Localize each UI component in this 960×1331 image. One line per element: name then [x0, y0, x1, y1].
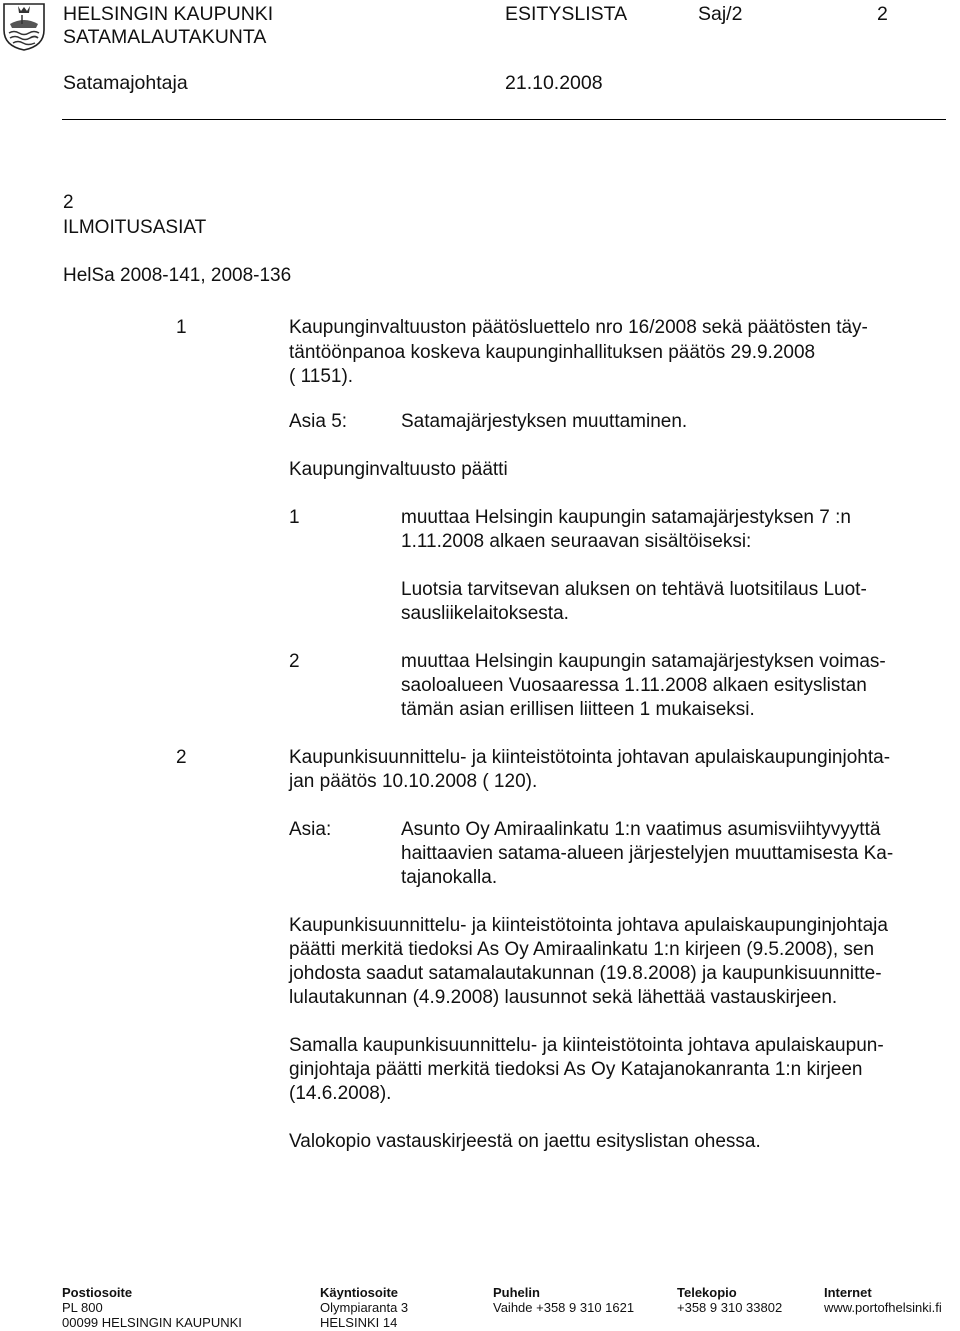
section2-closing-line: Valokopio vastauskirjeestä on jaettu esityslistan ohessa.: [289, 1131, 761, 1152]
section1-line: Kaupunginvaltuuston päätösluettelo nro 16/2008 sekä päätösten täy-: [289, 317, 868, 338]
footer-phone: Vaihde +358 9 310 1621: [493, 1300, 635, 1315]
header-author: Satamajohtaja: [63, 72, 188, 94]
header-page-number: 2: [877, 3, 888, 25]
section1-number: 1: [176, 317, 187, 338]
section2-paragraph-line: Samalla kaupunkisuunnittelu- ja kiinteistötointa johtava apulaiskaupun-: [289, 1035, 884, 1056]
section1-decided: Kaupunginvaltuusto päätti: [289, 459, 508, 480]
header-org-line2: SATAMALAUTAKUNTA: [63, 26, 267, 48]
section2-paragraph-line: johdosta saadut satamalautakunnan (19.8.2008) ja kaupunkisuunnitte-: [289, 963, 882, 984]
footer-postal-label: Postiosoite: [62, 1285, 133, 1300]
sub-item-line: tämän asian erillisen liitteen 1 mukaiseksi.: [401, 699, 755, 720]
footer-web-label: Internet: [824, 1285, 872, 1300]
section2-paragraph-line: ginjohtaja päätti merkitä tiedoksi As Oy Katajanokanranta 1:n kirjeen: [289, 1059, 863, 1080]
footer-phone-label: Puhelin: [493, 1285, 540, 1300]
section2-line: jan päätös 10.10.2008 ( 120).: [289, 771, 538, 792]
section2-number: 2: [176, 747, 187, 768]
footer-visit-line: Olympiaranta 3: [320, 1300, 409, 1315]
section2-paragraph-line: (14.6.2008).: [289, 1083, 392, 1104]
section1-line: ( 1151).: [289, 366, 354, 387]
section2-asia-label: Asia:: [289, 819, 332, 840]
item-title: ILMOITUSASIAT: [63, 217, 207, 238]
section2-paragraph-line: päätti merkitä tiedoksi As Oy Amiraalinkatu 1:n kirjeen (9.5.2008), sen: [289, 939, 875, 960]
footer-fax-label: Telekopio: [677, 1285, 737, 1300]
section1-line: täntöönpanoa koskeva kaupunginhallituksen päätös 29.9.2008: [289, 342, 816, 363]
header-doc-type: ESITYSLISTA: [505, 3, 628, 25]
header-divider: [62, 119, 946, 120]
sub-item-line: muuttaa Helsingin kaupungin satamajärjestyksen voimas-: [401, 651, 886, 672]
footer-visit-label: Käyntiosoite: [320, 1285, 399, 1300]
sub-item-line: saoloalueen Vuosaaressa 1.11.2008 alkaen esityslistan: [401, 675, 867, 696]
sub-item-number: 2: [289, 651, 300, 672]
header-date: 21.10.2008: [505, 72, 603, 94]
item-number: 2: [63, 192, 74, 213]
quoted-rule-line: sausliikelaitoksesta.: [401, 603, 569, 624]
sub-item-line: 1.11.2008 alkaen seuraavan sisältöiseksi:: [401, 531, 752, 552]
header-org-line1: HELSINGIN KAUPUNKI: [63, 3, 274, 25]
section2-paragraph-line: Kaupunkisuunnittelu- ja kiinteistötointa johtava apulaiskaupunginjohtaja: [289, 915, 888, 936]
section2-asia-line: haittaavien satama-alueen järjestelyjen muuttamisesta Ka-: [401, 843, 894, 864]
section2-asia-line: tajanokalla.: [401, 867, 498, 888]
quoted-rule-line: Luotsia tarvitsevan aluksen on tehtävä luotsitilaus Luot-: [401, 579, 867, 600]
item-references: HelSa 2008-141, 2008-136: [63, 265, 292, 286]
footer-visit-line: HELSINKI 14: [320, 1315, 398, 1330]
section1-asia-text: Satamajärjestyksen muuttaminen.: [401, 411, 688, 432]
footer-web-link[interactable]: www.portofhelsinki.fi: [824, 1300, 942, 1315]
footer-postal-line: PL 800: [62, 1300, 103, 1315]
sub-item-line: muuttaa Helsingin kaupungin satamajärjestyksen 7 :n: [401, 507, 851, 528]
section2-paragraph-line: lulautakunnan (4.9.2008) lausunnot sekä lähettää vastauskirjeen.: [289, 987, 838, 1008]
footer-postal-line: 00099 HELSINGIN KAUPUNKI: [62, 1315, 242, 1330]
city-crest-logo: [2, 2, 46, 52]
section2-asia-line: Asunto Oy Amiraalinkatu 1:n vaatimus asumisviihtyvyyttä: [401, 819, 881, 840]
section1-asia-label: Asia 5:: [289, 411, 348, 432]
sub-item-number: 1: [289, 507, 300, 528]
footer-fax: +358 9 310 33802: [677, 1300, 783, 1315]
header-ref: Saj/2: [698, 3, 743, 25]
section2-line: Kaupunkisuunnittelu- ja kiinteistötointa johtavan apulaiskaupunginjohta-: [289, 747, 891, 768]
